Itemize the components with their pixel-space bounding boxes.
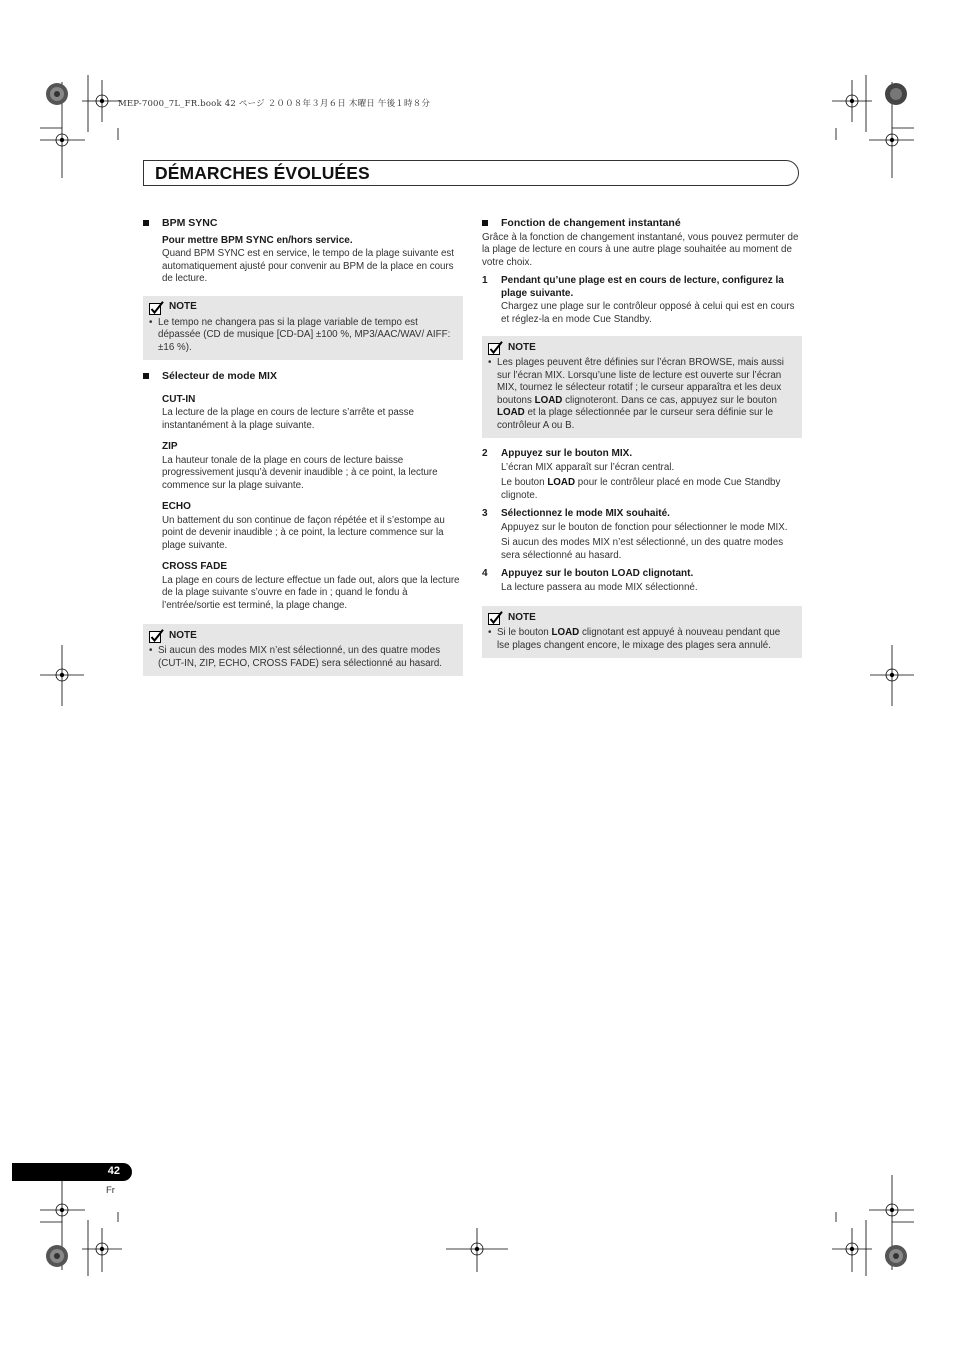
step-1-body: Chargez une plage sur le contrôleur opposé à celui qui est en cours et réglez-la en mode Cue Standby. <box>501 301 795 325</box>
note-item: • Les plages peuvent être définies sur l’écran BROWSE, mais aussi sur l’écran MIX. Lorsqu’une liste de lecture est ouverte sur l’écran MIX, tournez le sélecteur rotatif ; le curseur apparaîtra et les deux boutons LOAD clignoteront. Dans ce cas, appuyez sur le bouton LOAD et la plage sélectionnée par le curseur sera définie sur le contrôleur A ou B. <box>488 357 784 431</box>
note-title: NOTE <box>488 341 794 355</box>
print-file-info: MEP-7000_7L_FR.book 42 ページ ２００８年３月６日 木曜日 午後１時８分 <box>118 99 431 109</box>
mode-crossfade-desc: La plage en cours de lecture effectue un fade out, alors que la lecture de la plage suivante s’ouvre en fade in ; quand le fondu à l’entrée/sortie est terminé, la plage change. <box>162 574 460 611</box>
step-2-body-2: Le bouton LOAD pour le contrôleur placé en mode Cue Standby clignote. <box>501 477 781 501</box>
check-icon <box>149 629 164 643</box>
page-number-tab <box>12 1163 132 1181</box>
mode-echo-name: ECHO <box>162 501 191 512</box>
check-icon <box>488 611 503 625</box>
section-title-bar <box>143 160 799 186</box>
mode-crossfade-name: CROSS FADE <box>162 561 228 572</box>
note-title: NOTE <box>149 301 455 315</box>
language-code: Fr <box>106 1185 115 1196</box>
step-1: 1 Pendant qu’une plage est en cours de lecture, configurez la plage suivante. Chargez une plage sur le contrôleur opposé à celui qui est en cours et réglez-la en mode Cue Standby. <box>482 275 802 326</box>
mode-cutin-desc: La lecture de la plage en cours de lecture s’arrête et passe instantanément à la plage suivante. <box>162 407 414 431</box>
check-icon <box>488 341 503 355</box>
note-item: • Si le bouton LOAD clignotant est appuyé à nouveau pendant que lse plages changent encore, le mixage des plages sera annulé. <box>488 627 781 651</box>
instant-change-heading: Fonction de changement instantané <box>482 217 802 230</box>
note-box-2 <box>143 624 463 676</box>
note-title: NOTE <box>149 629 455 643</box>
step-3-title: Sélectionnez le mode MIX souhaité. <box>501 508 670 519</box>
bpm-sync-heading: BPM SYNC <box>143 217 463 230</box>
right-column <box>482 217 802 668</box>
page-number: 42 <box>107 1165 120 1177</box>
note-item: • Le tempo ne changera pas si la plage variable de tempo est dépassée (CD de musique [CD-DA] ±100 %, MP3/AAC/WAV/ AIFF: ±16 %). <box>149 316 451 353</box>
note-box-3 <box>482 336 802 438</box>
check-icon <box>149 301 164 315</box>
page-title: DÉMARCHES ÉVOLUÉES <box>155 163 370 183</box>
mode-zip-desc: La hauteur tonale de la plage en cours de lecture baisse progressivement jusqu’à devenir inaudible ; à ce point, la lecture commence sur la plage suivante. <box>162 454 438 491</box>
instant-change-intro: Grâce à la fonction de changement instantané, vous pouvez permuter de la plage de lecture en cours à une autre plage souhaitée au moment de votre choix. <box>482 231 799 268</box>
step-1-title: Pendant qu’une plage est en cours de lecture, configurez la plage suivante. <box>501 275 784 299</box>
step-3-body-2: Si aucun des modes MIX n’est sélectionné, un des quatre modes sera sélectionné au hasard. <box>501 537 784 561</box>
mode-cutin-name: CUT-IN <box>162 393 196 405</box>
step-3: 3 Sélectionnez le mode MIX souhaité. Appuyez sur le bouton de fonction pour sélectionner le mode MIX. Si aucun des modes MIX n’est sélectionné, un des quatre modes sera sélectionné au hasard. <box>482 508 802 562</box>
mode-zip-name: ZIP <box>162 441 178 452</box>
step-3-body-1: Appuyez sur le bouton de fonction pour sélectionner le mode MIX. <box>501 521 788 533</box>
step-4-title: Appuyez sur le bouton LOAD clignotant. <box>501 568 694 579</box>
mix-selector-heading: Sélecteur de mode MIX <box>143 370 463 383</box>
step-2-body-1: L’écran MIX apparaît sur l’écran central. <box>501 461 675 473</box>
step-2-title: Appuyez sur le bouton MIX. <box>501 448 633 459</box>
note-box-1 <box>143 296 463 361</box>
step-2: 2 Appuyez sur le bouton MIX. L’écran MIX apparaît sur l’écran central. Le bouton LOAD pour le contrôleur placé en mode Cue Standby clignote. <box>482 448 802 502</box>
bpm-sync-subheading: Pour mettre BPM SYNC en/hors service. <box>162 234 353 246</box>
note-box-4 <box>482 606 802 658</box>
note-title: NOTE <box>488 611 794 625</box>
mode-echo-desc: Un battement du son continue de façon répétée et il s’estompe au point de devenir inaudible ; à ce point, la lecture commence sur la plage suivante. <box>162 514 445 551</box>
bpm-sync-body: Quand BPM SYNC est en service, le tempo de la plage suivante est automatiquement ajusté pour convenir au BPM de la place en cours de lecture. <box>162 248 454 284</box>
step-4: 4 Appuyez sur le bouton LOAD clignotant. La lecture passera au mode MIX sélectionné. <box>482 568 802 594</box>
note-item: • Si aucun des modes MIX n’est sélectionné, un des quatre modes (CUT-IN, ZIP, ECHO, CROSS FADE) sera sélectionné au hasard. <box>149 645 443 669</box>
left-column <box>143 217 463 686</box>
step-4-body: La lecture passera au mode MIX sélectionné. <box>501 581 698 593</box>
